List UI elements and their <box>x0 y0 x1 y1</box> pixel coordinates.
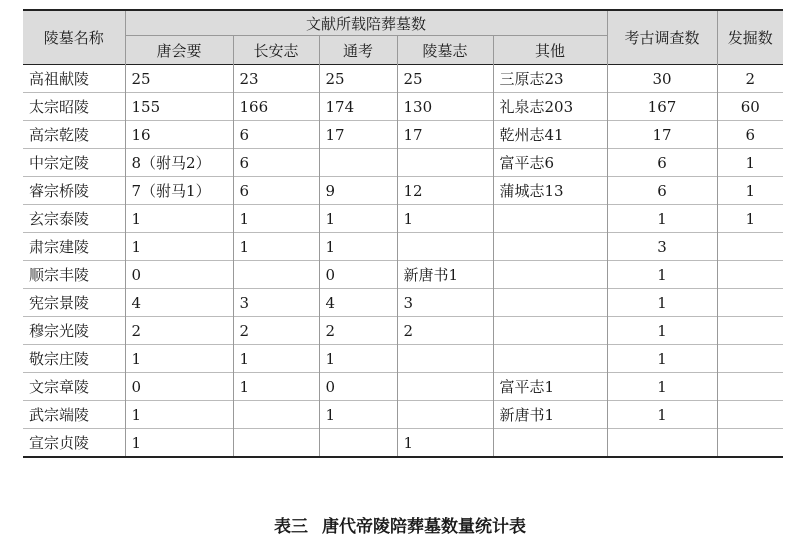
cell-tomb-name: 睿宗桥陵 <box>23 177 125 205</box>
cell-excavated <box>717 373 783 401</box>
header-tanghuiyao: 唐会要 <box>125 36 233 65</box>
cell-survey: 1 <box>607 289 717 317</box>
cell-tanghuiyao: 25 <box>125 65 233 93</box>
cell-other: 三原志23 <box>493 65 607 93</box>
cell-tongkao: 4 <box>319 289 397 317</box>
cell-tanghuiyao: 0 <box>125 261 233 289</box>
cell-tanghuiyao: 16 <box>125 121 233 149</box>
cell-tongkao: 1 <box>319 401 397 429</box>
cell-changanzhi: 1 <box>233 233 319 261</box>
cell-lingmuzhi <box>397 373 493 401</box>
cell-tanghuiyao: 1 <box>125 401 233 429</box>
cell-tomb-name: 宪宗景陵 <box>23 289 125 317</box>
cell-changanzhi: 6 <box>233 149 319 177</box>
cell-other: 新唐书1 <box>493 401 607 429</box>
cell-lingmuzhi <box>397 345 493 373</box>
statistics-table-sheet <box>23 9 783 458</box>
cell-lingmuzhi: 12 <box>397 177 493 205</box>
cell-tongkao <box>319 429 397 458</box>
cell-lingmuzhi <box>397 149 493 177</box>
table-row <box>23 93 783 121</box>
cell-tomb-name: 肃宗建陵 <box>23 233 125 261</box>
cell-survey: 6 <box>607 149 717 177</box>
cell-tongkao: 1 <box>319 205 397 233</box>
cell-tomb-name: 敬宗庄陵 <box>23 345 125 373</box>
cell-tanghuiyao: 8（驸马2） <box>125 149 233 177</box>
cell-other <box>493 233 607 261</box>
cell-tongkao: 17 <box>319 121 397 149</box>
cell-survey: 1 <box>607 317 717 345</box>
cell-tongkao: 1 <box>319 233 397 261</box>
cell-other: 富平志6 <box>493 149 607 177</box>
cell-changanzhi: 2 <box>233 317 319 345</box>
header-tomb-name: 陵墓名称 <box>23 10 125 65</box>
cell-changanzhi: 166 <box>233 93 319 121</box>
cell-changanzhi: 3 <box>233 289 319 317</box>
cell-excavated: 6 <box>717 121 783 149</box>
table-row <box>23 345 783 373</box>
cell-survey: 1 <box>607 205 717 233</box>
cell-changanzhi <box>233 429 319 458</box>
cell-survey: 17 <box>607 121 717 149</box>
cell-changanzhi <box>233 401 319 429</box>
cell-changanzhi: 1 <box>233 345 319 373</box>
header-survey-count: 考古调查数 <box>607 10 717 65</box>
cell-excavated: 1 <box>717 177 783 205</box>
cell-excavated: 2 <box>717 65 783 93</box>
cell-tongkao: 0 <box>319 373 397 401</box>
cell-tanghuiyao: 1 <box>125 345 233 373</box>
cell-tongkao: 25 <box>319 65 397 93</box>
cell-other: 乾州志41 <box>493 121 607 149</box>
cell-tanghuiyao: 1 <box>125 233 233 261</box>
cell-other <box>493 429 607 458</box>
table-row <box>23 317 783 345</box>
cell-tomb-name: 文宗章陵 <box>23 373 125 401</box>
cell-tongkao: 174 <box>319 93 397 121</box>
header-changanzhi: 长安志 <box>233 36 319 65</box>
cell-changanzhi: 6 <box>233 177 319 205</box>
cell-tomb-name: 玄宗泰陵 <box>23 205 125 233</box>
cell-tanghuiyao: 1 <box>125 429 233 458</box>
cell-survey: 167 <box>607 93 717 121</box>
cell-excavated <box>717 317 783 345</box>
cell-other <box>493 289 607 317</box>
cell-tanghuiyao: 0 <box>125 373 233 401</box>
header-excavated-count: 发掘数 <box>717 10 783 65</box>
table-header <box>23 10 783 65</box>
table-row <box>23 401 783 429</box>
cell-changanzhi: 6 <box>233 121 319 149</box>
table-row <box>23 121 783 149</box>
cell-other <box>493 205 607 233</box>
caption-label: 表三 <box>274 517 308 537</box>
cell-excavated: 60 <box>717 93 783 121</box>
cell-tomb-name: 顺宗丰陵 <box>23 261 125 289</box>
header-tongkao: 通考 <box>319 36 397 65</box>
header-lingmuzhi: 陵墓志 <box>397 36 493 65</box>
cell-lingmuzhi: 130 <box>397 93 493 121</box>
cell-tomb-name: 中宗定陵 <box>23 149 125 177</box>
cell-changanzhi <box>233 261 319 289</box>
cell-excavated <box>717 289 783 317</box>
cell-tongkao: 2 <box>319 317 397 345</box>
cell-lingmuzhi: 3 <box>397 289 493 317</box>
cell-other <box>493 317 607 345</box>
cell-changanzhi: 1 <box>233 205 319 233</box>
cell-tomb-name: 穆宗光陵 <box>23 317 125 345</box>
cell-excavated: 1 <box>717 149 783 177</box>
cell-tanghuiyao: 2 <box>125 317 233 345</box>
cell-tomb-name: 高宗乾陵 <box>23 121 125 149</box>
cell-survey: 6 <box>607 177 717 205</box>
cell-other <box>493 345 607 373</box>
table-row <box>23 289 783 317</box>
cell-tomb-name: 武宗端陵 <box>23 401 125 429</box>
table-row <box>23 205 783 233</box>
table-body <box>23 65 783 458</box>
table-row <box>23 261 783 289</box>
header-literature-group: 文献所载陪葬墓数 <box>125 10 607 36</box>
header-other: 其他 <box>493 36 607 65</box>
cell-tanghuiyao: 7（驸马1） <box>125 177 233 205</box>
cell-tongkao: 1 <box>319 345 397 373</box>
cell-tongkao <box>319 149 397 177</box>
cell-survey: 3 <box>607 233 717 261</box>
cell-tongkao: 9 <box>319 177 397 205</box>
table-row <box>23 373 783 401</box>
cell-tongkao: 0 <box>319 261 397 289</box>
cell-excavated <box>717 429 783 458</box>
caption-title: 唐代帝陵陪葬墓数量统计表 <box>322 517 526 537</box>
cell-other: 礼泉志203 <box>493 93 607 121</box>
cell-lingmuzhi <box>397 401 493 429</box>
cell-excavated <box>717 261 783 289</box>
cell-other: 富平志1 <box>493 373 607 401</box>
cell-lingmuzhi: 17 <box>397 121 493 149</box>
table-row <box>23 429 783 458</box>
cell-survey: 1 <box>607 261 717 289</box>
cell-survey <box>607 429 717 458</box>
cell-lingmuzhi: 1 <box>397 205 493 233</box>
cell-tomb-name: 太宗昭陵 <box>23 93 125 121</box>
cell-excavated <box>717 401 783 429</box>
cell-tomb-name: 宣宗贞陵 <box>23 429 125 458</box>
table-caption <box>0 512 800 537</box>
cell-tanghuiyao: 1 <box>125 205 233 233</box>
cell-tanghuiyao: 4 <box>125 289 233 317</box>
cell-lingmuzhi: 25 <box>397 65 493 93</box>
table-row <box>23 177 783 205</box>
table-row <box>23 233 783 261</box>
cell-changanzhi: 1 <box>233 373 319 401</box>
cell-survey: 1 <box>607 373 717 401</box>
table-row <box>23 65 783 93</box>
table-row <box>23 149 783 177</box>
cell-changanzhi: 23 <box>233 65 319 93</box>
cell-other <box>493 261 607 289</box>
cell-survey: 30 <box>607 65 717 93</box>
burial-count-table <box>23 9 783 458</box>
cell-tanghuiyao: 155 <box>125 93 233 121</box>
cell-excavated: 1 <box>717 205 783 233</box>
cell-survey: 1 <box>607 401 717 429</box>
cell-survey: 1 <box>607 345 717 373</box>
cell-excavated <box>717 345 783 373</box>
cell-excavated <box>717 233 783 261</box>
cell-tomb-name: 高祖献陵 <box>29 70 90 88</box>
cell-lingmuzhi <box>397 233 493 261</box>
cell-lingmuzhi: 2 <box>397 317 493 345</box>
cell-other: 蒲城志13 <box>493 177 607 205</box>
cell-lingmuzhi: 新唐书1 <box>397 261 493 289</box>
cell-lingmuzhi: 1 <box>397 429 493 458</box>
